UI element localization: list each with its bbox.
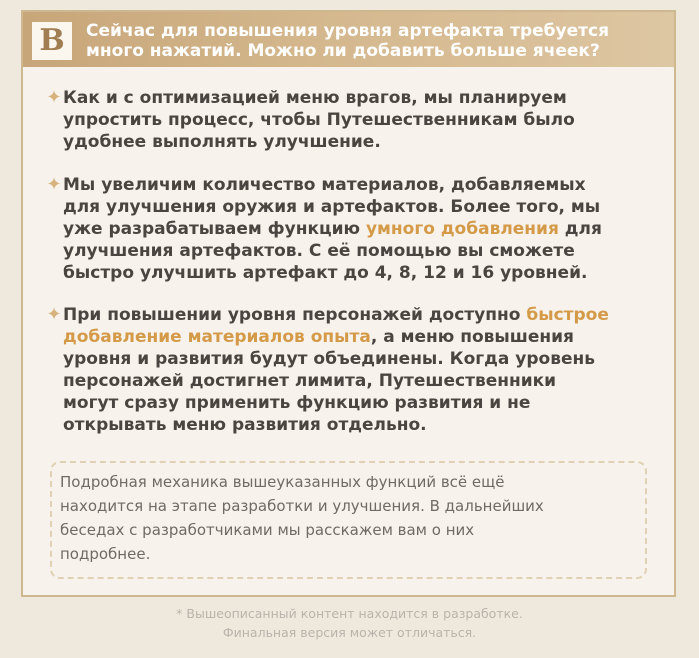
text-segment: , а меню повышения: [370, 327, 574, 347]
four-point-star-icon: ✦: [46, 174, 62, 195]
bullet-line: [63, 414, 427, 436]
text-segment: могут сразу применить функцию развития и не: [63, 393, 531, 413]
text-segment: удобнее выполнять улучшение.: [63, 132, 381, 152]
note-line: подробнее.: [60, 545, 151, 563]
note-line: Подробная механика вышеуказанных функций всё ещё: [60, 473, 505, 491]
text-segment: упростить процесс, чтобы Путешественникам было: [63, 110, 575, 130]
bullet-line: [63, 87, 567, 109]
highlighted-text: умного добавления: [365, 219, 559, 239]
footer-disclaimer: Финальная версия может отличаться.: [222, 625, 477, 640]
bullet-line: [63, 218, 602, 240]
text-segment: При повышении уровня персонажей доступно: [63, 305, 527, 325]
text-segment: Мы увеличим количество материалов, добавляемых: [63, 175, 586, 195]
bullet-line: [63, 240, 575, 262]
text-segment: персонажей достигнет лимита, Путешественники: [63, 371, 557, 391]
bullet-line: [63, 392, 530, 414]
text-segment: Как и с оптимизацией меню врагов, мы планируем: [63, 88, 567, 108]
text-segment: быстро улучшить артефакт до 4, 8, 12 и 16 уровней.: [63, 263, 588, 283]
question-line: много нажатий. Можно ли добавить больше ячеек?: [86, 41, 600, 61]
note-line: находится на этапе разработки и улучшения. В дальнейших: [60, 497, 544, 515]
text-segment: улучшения артефактов. С её помощью вы сможете: [63, 241, 575, 261]
text-segment: уже разрабатываем функцию: [63, 219, 366, 239]
bullet-line: [63, 174, 586, 196]
footer-disclaimer: * Вышеописанный контент находится в разработке.: [176, 606, 523, 621]
question-badge: B: [32, 22, 72, 60]
four-point-star-icon: ✦: [46, 304, 62, 325]
bullet-line: [63, 131, 381, 153]
text-segment: открывать меню развития отдельно.: [63, 415, 427, 435]
bullet-line: [63, 348, 595, 370]
bullet-line: [63, 262, 587, 284]
bullet-line: [63, 370, 556, 392]
bullet-line: [63, 304, 609, 326]
text-segment: уровня и развития будут объединены. Когда уровень: [63, 349, 595, 369]
bullet-line: [63, 326, 574, 348]
text-segment: для: [558, 219, 602, 239]
text-segment: для улучшения оружия и артефактов. Более того, мы: [63, 197, 601, 217]
bullet-line: [63, 196, 600, 218]
four-point-star-icon: ✦: [46, 87, 62, 108]
faq-card: [21, 10, 676, 597]
note-line: беседах с разработчиками мы расскажем вам о них: [60, 521, 475, 539]
bullet-line: [63, 109, 575, 131]
question-header: [23, 12, 674, 67]
highlighted-text: быстрое: [526, 305, 609, 325]
question-line: Сейчас для повышения уровня артефакта требуется: [86, 21, 609, 41]
highlighted-text: добавление материалов опыта: [63, 327, 371, 347]
